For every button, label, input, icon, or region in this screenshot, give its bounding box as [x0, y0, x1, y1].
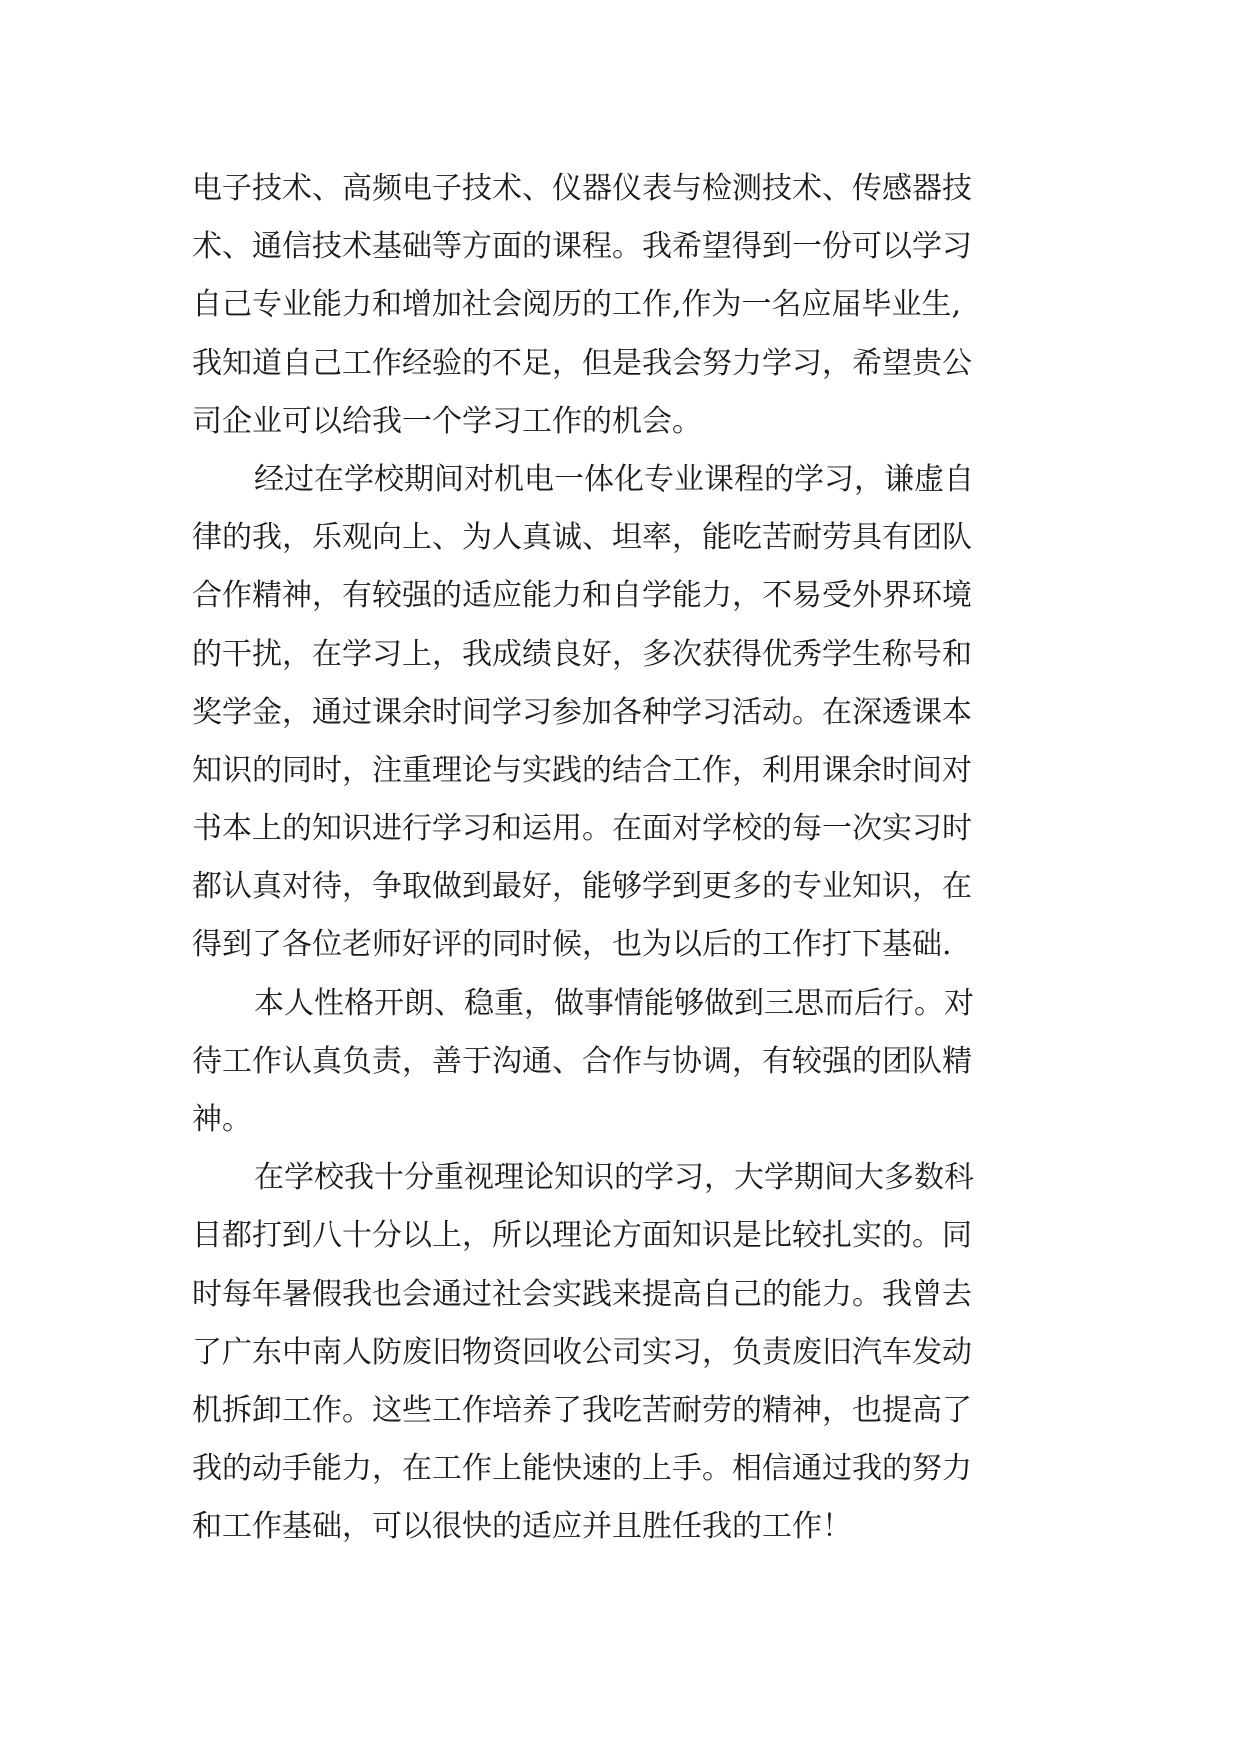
text-line: 机拆卸工作。这些工作培养了我吃苦耐劳的精神，也提高了: [192, 1392, 972, 1428]
text-line: 知识的同时，注重理论与实践的结合工作，利用课余时间对: [192, 752, 972, 788]
text-line: 待工作认真负责，善于沟通、合作与协调，有较强的团队精: [192, 1043, 972, 1079]
text-line: 和工作基础，可以很快的适应并且胜任我的工作！: [192, 1509, 852, 1545]
text-line: 神。: [192, 1102, 252, 1137]
text-line: 我的动手能力，在工作上能快速的上手。相信通过我的努力: [192, 1451, 972, 1487]
text-line: 司企业可以给我一个学习工作的机会。: [192, 403, 702, 439]
text-line: 律的我，乐观向上、为人真诚、坦率，能吃苦耐劳具有团队: [192, 520, 972, 556]
text-line: 得到了各位老师好评的同时候，也为以后的工作打下基础.: [192, 927, 952, 963]
text-line: 奖学金，通过课余时间学习参加各种学习活动。在深透课本: [192, 694, 972, 730]
text-line: 自己专业能力和增加社会阅历的工作,作为一名应届毕业生,: [192, 287, 962, 323]
text-line: 都认真对待，争取做到最好，能够学到更多的专业知识，在: [192, 869, 972, 905]
paragraph-first-line: 本人性格开朗、稳重，做事情能够做到三思而后行。对: [254, 985, 974, 1021]
text-line: 目都打到八十分以上，所以理论方面知识是比较扎实的。同: [192, 1218, 972, 1254]
text-line: 合作精神，有较强的适应能力和自学能力，不易受外界环境: [192, 578, 972, 614]
text-line: 电子技术、高频电子技术、仪器仪表与检测技术、传感器技: [192, 171, 972, 206]
body-text: [192, 160, 1092, 1557]
paragraph-first-line: 经过在学校期间对机电一体化专业课程的学习，谦虚自: [254, 461, 974, 497]
text-line: 术、通信技术基础等方面的课程。我希望得到一份可以学习: [192, 229, 972, 265]
text-line: 的干扰，在学习上，我成绩良好，多次获得优秀学生称号和: [192, 636, 972, 672]
text-line: 了广东中南人防废旧物资回收公司实习，负责废旧汽车发动: [192, 1334, 972, 1370]
paragraph-first-line: 在学校我十分重视理论知识的学习，大学期间大多数科: [254, 1160, 974, 1196]
text-line: 我知道自己工作经验的不足，但是我会努力学习，希望贵公: [192, 345, 972, 381]
text-line: 时每年暑假我也会通过社会实践来提高自己的能力。我曾去: [192, 1276, 972, 1312]
text-line: 书本上的知识进行学习和运用。在面对学校的每一次实习时: [192, 811, 972, 847]
